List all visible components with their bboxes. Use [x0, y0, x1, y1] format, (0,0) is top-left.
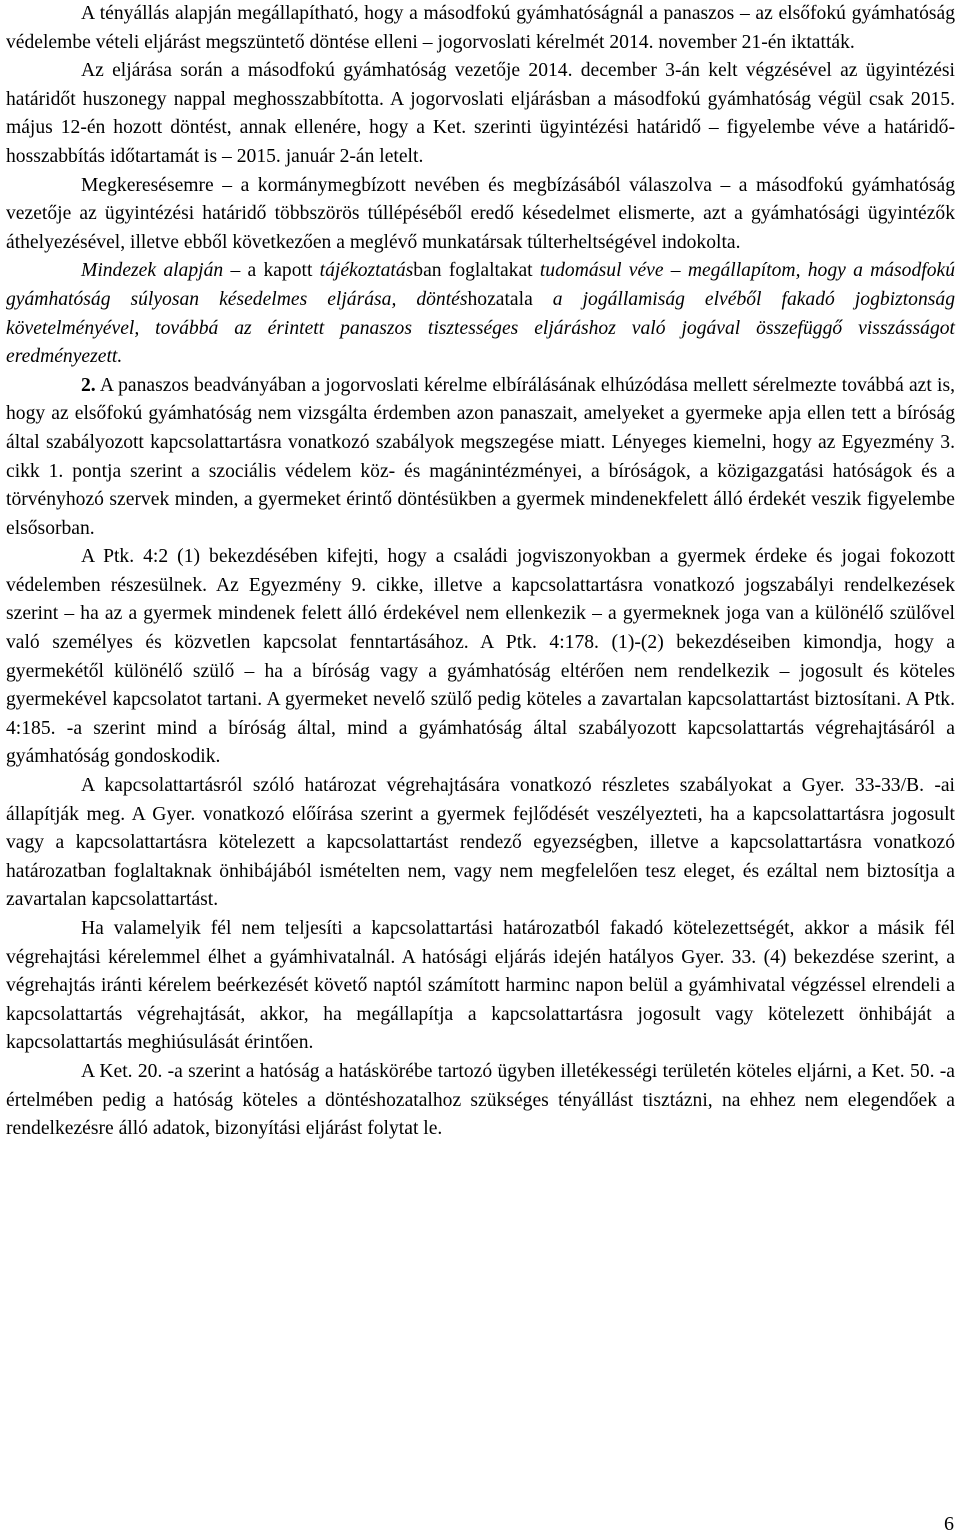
paragraph-2: Az eljárása során a másodfokú gyámhatóság vezetője 2014. december 3-án kelt végzésével az ügyintézési határidőt huszonegy nappal meghosszabbította. A jogorvoslati eljárásban a másodfokú gyámhatóság végül csak 2015. május 12-én hozott döntést, annak ellenére, hogy a Ket. szerinti ügyintézési határidő – figyelembe véve a határidő-hosszabbítás időtartamát is – 2015. január 2-án letelt.: [6, 60, 955, 167]
paragraph-7: A kapcsolattartásról szóló határozat végrehajtására vonatkozó részletes szabályokat a Gyer. 33-33/B. -ai állapítják meg. A Gyer. vonatkozó előírása szerint a gyermek fejlődését veszélyezteti, ha a kapcsolattartásra jogosult vagy a kapcsolattartásra kötelezett a kapcsolattartást rendező egyezségben, illetve a kapcsolattartásra vonatkozó határozatban foglaltaknak önhibájából ismételten nem, vagy nem megfelelően tesz eleget, és ezáltal nem biztosítja a zavartalan kapcsolattartást.: [6, 775, 955, 911]
paragraph-4: [6, 257, 955, 371]
plain-text: hozatala: [467, 288, 553, 310]
emphasis-text: a jogállamiság elvéből fakadó jogbiztonság követelményével, továbbá az érintett panaszos tisztességes eljáráshoz való jogával összefüggő visszásságot eredményezett.: [6, 288, 955, 368]
paragraph-5-text: A panaszos beadványában a jogorvoslati kérelme elbírálásának elhúzódása mellett sérelmezte továbbá azt is, hogy az elsőfokú gyámhatóság nem vizsgálta érdemben azon panaszait, amelyeket a gyermeke apja ellen tett a bíróság által szabályozott kapcsolattartásra vonatkozó szabályok megszegése miatt. Lényeges kiemelni, hogy az Egyezmény 3. cikk 1. pontja szerint a szociális védelem köz- és magánintézményei, a bíróságok, a közigazgatási hatóságok és a törvényhozó szervek minden, a gyermeket érintő döntésükben a gyermek mindenekfelett álló érdekét veszik figyelembe elsősorban.: [6, 374, 955, 539]
document-page: [6, 0, 955, 1144]
plain-text: – a kapott: [223, 260, 320, 282]
paragraph-5: [6, 372, 955, 544]
emphasis-text: tudomásul véve – megállapítom, hogy a másodfokú gyámhatóság súlyosan késedelmes eljárása, döntés: [6, 260, 956, 310]
paragraph-3: Megkeresésemre – a kormánymegbízott nevében és megbízásából válaszolva – a másodfokú gyámhatóság vezetője az ügyintézési határidő többszörös túllépéséből eredő késedelmet elismerte, azt a gyámhatósági ügyintézők áthelyezésével, illetve ebből következően a meglévő munkatársak túlterheltségével indokolta.: [6, 174, 955, 253]
page-number: 6: [944, 1513, 954, 1535]
paragraph-9: A Ket. 20. -a szerint a hatóság a hatáskörébe tartozó ügyben illetékességi területén köteles eljárni, a Ket. 50. -a értelmében pedig a hatóság köteles a döntéshozatalhoz szükséges tényállást tisztázni, na ehhez nem elegendőek a rendelkezésre álló adatok, bizonyítási eljárást folytat le.: [6, 1060, 955, 1140]
plain-text: ban foglaltakat: [413, 260, 540, 282]
paragraph-6: A Ptk. 4:2 (1) bekezdésében kifejti, hogy a családi jogviszonyokban a gyermek érdeke és jogai fokozott védelemben részesülnek. Az Egyezmény 9. cikke, illetve a kapcsolattartásra vonatkozó jogszabályi rendelkezések szerint – ha az a gyermek mindenek felett álló érdekével nem ellenkezik – a gyermeknek joga van a különélő szülővel való személyes és közvetlen kapcsolat fenntartásához. A Ptk. 4:178. (1)-(2) bekezdéseiben kimondja, hogy a gyermekétől különélő szülő – ha a bíróság vagy a gyámhatóság eltérően nem rendelkezik – jogosult és köteles gyermekével kapcsolatot tartani. A gyermeket nevelő szülő pedig köteles a zavartalan kapcsolattartást biztosítani. A Ptk. 4:185. -a szerint mind a bíróság által, mind a gyámhatóság által szabályozott kapcsolattartás végrehajtásáról a gyámhatóság gondoskodik.: [6, 546, 955, 768]
paragraph-1: A tényállás alapján megállapítható, hogy a másodfokú gyámhatóságnál a panaszos – az elsőfokú gyámhatóság védelembe vételi eljárást megszüntető döntése elleni – jogorvoslati kérelmét 2014. november 21-én iktatták.: [6, 3, 955, 53]
paragraph-8: Ha valamelyik fél nem teljesíti a kapcsolattartási határozatból fakadó kötelezettségét, akkor a másik fél végrehajtási kérelemmel élhet a gyámhivatalnál. A hatósági eljárás idején hatályos Gyer. 33. (4) bekezdése szerint, a végrehajtás iránti kérelem beérkezését követő naptól számított harminc napon belül a gyámhivatal végzéssel elrendeli a kapcsolattartás végrehajtását, akkor, ha megállapítja a kapcsolattartásra jogosult vagy kötelezett önhibáját a kapcsolattartás meghiúsulását érintően.: [6, 918, 955, 1054]
emphasis-text: Mindezek alapján: [81, 260, 224, 282]
section-number: 2.: [81, 374, 96, 396]
emphasis-text: tájékoztatás: [319, 260, 414, 282]
